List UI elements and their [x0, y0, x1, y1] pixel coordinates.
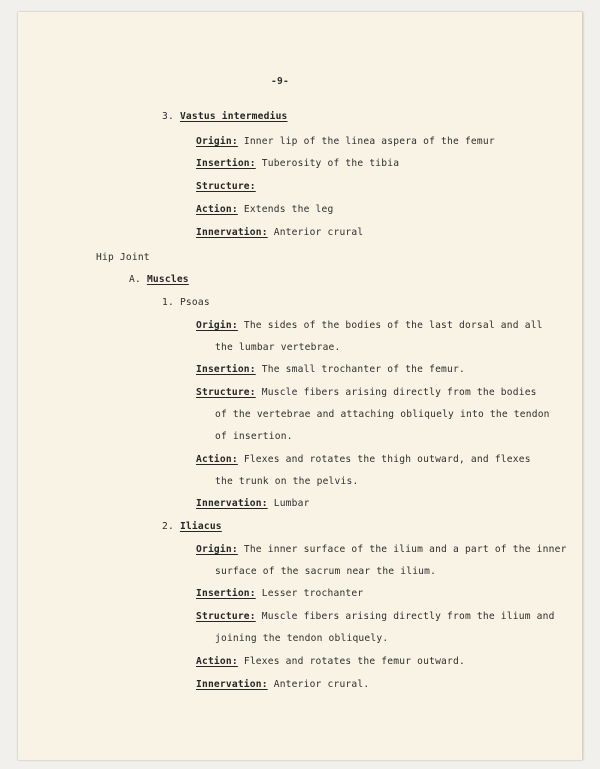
- psoas-structure-line3: of insertion.: [215, 431, 293, 442]
- psoas-insertion: [196, 364, 465, 375]
- iliacus-origin: [196, 544, 567, 555]
- vastus-heading: [162, 111, 288, 122]
- iliacus-innervation: [196, 679, 369, 690]
- vastus-origin-label: Origin:: [196, 136, 238, 147]
- vastus-action-label: Action:: [196, 204, 238, 215]
- psoas-origin-line2: the lumbar vertebrae.: [215, 342, 341, 353]
- document-page: [18, 12, 583, 760]
- vastus-heading-title: Vastus intermedius: [179, 111, 288, 122]
- psoas-action: [196, 454, 531, 465]
- vastus-innervation-text: Anterior crural: [273, 227, 364, 238]
- muscles-section-letter: A.: [129, 274, 141, 285]
- iliacus-action-text: Flexes and rotates the femur outward.: [243, 656, 465, 667]
- iliacus-heading-title: Iliacus: [179, 521, 222, 532]
- psoas-structure-line2: of the vertebrae and attaching obliquely into the tendon: [215, 409, 550, 420]
- iliacus-structure-label: Structure:: [196, 611, 256, 622]
- iliacus-action: [196, 656, 465, 667]
- vastus-insertion-text: Tuberosity of the tibia: [261, 158, 400, 169]
- page-number: -9-: [271, 76, 289, 87]
- vastus-action-text: Extends the leg: [243, 204, 334, 215]
- iliacus-insertion: [196, 588, 363, 599]
- vastus-origin-text: Inner lip of the linea aspera of the femur: [243, 136, 495, 147]
- psoas-origin-line1: The sides of the bodies of the last dorsal and all: [243, 320, 543, 331]
- iliacus-innervation-text: Anterior crural.: [273, 679, 370, 690]
- iliacus-innervation-label: Innervation:: [196, 679, 268, 690]
- vastus-structure: [196, 181, 256, 192]
- psoas-action-label: Action:: [196, 454, 238, 465]
- hip-joint-title: Hip Joint: [96, 252, 150, 263]
- psoas-structure: [196, 387, 537, 398]
- vastus-insertion: [196, 158, 399, 169]
- iliacus-origin-label: Origin:: [196, 544, 238, 555]
- iliacus-heading: [162, 521, 222, 532]
- iliacus-origin-line2: surface of the sacrum near the ilium.: [215, 566, 437, 577]
- vastus-innervation-label: Innervation:: [196, 227, 268, 238]
- vastus-innervation: [196, 227, 363, 238]
- iliacus-structure-line1: Muscle fibers arising directly from the ilium and: [261, 611, 555, 622]
- psoas-innervation: [196, 498, 310, 509]
- vastus-insertion-label: Insertion:: [196, 158, 256, 169]
- vastus-origin: [196, 136, 495, 147]
- muscles-section-title: Muscles: [146, 274, 189, 285]
- iliacus-action-label: Action:: [196, 656, 238, 667]
- psoas-origin-label: Origin:: [196, 320, 238, 331]
- psoas-structure-label: Structure:: [196, 387, 256, 398]
- vastus-action: [196, 204, 333, 215]
- psoas-heading-title: Psoas: [179, 297, 210, 308]
- psoas-insertion-text: The small trochanter of the femur.: [261, 364, 465, 375]
- iliacus-heading-number: 2.: [162, 521, 174, 532]
- psoas-innervation-text: Lumbar: [273, 498, 310, 509]
- iliacus-structure: [196, 611, 555, 622]
- psoas-innervation-label: Innervation:: [196, 498, 268, 509]
- psoas-insertion-label: Insertion:: [196, 364, 256, 375]
- muscles-section: [129, 274, 189, 285]
- vastus-structure-label: Structure:: [196, 181, 256, 192]
- vastus-heading-number: 3.: [162, 111, 174, 122]
- psoas-heading: [162, 297, 210, 308]
- iliacus-structure-line2: joining the tendon obliquely.: [215, 633, 389, 644]
- psoas-action-line1: Flexes and rotates the thigh outward, and flexes: [243, 454, 531, 465]
- iliacus-insertion-text: Lesser trochanter: [261, 588, 364, 599]
- iliacus-origin-line1: The inner surface of the ilium and a part of the inner: [243, 544, 567, 555]
- iliacus-insertion-label: Insertion:: [196, 588, 256, 599]
- psoas-heading-number: 1.: [162, 297, 174, 308]
- psoas-origin: [196, 320, 543, 331]
- psoas-structure-line1: Muscle fibers arising directly from the bodies: [261, 387, 537, 398]
- psoas-action-line2: the trunk on the pelvis.: [215, 476, 359, 487]
